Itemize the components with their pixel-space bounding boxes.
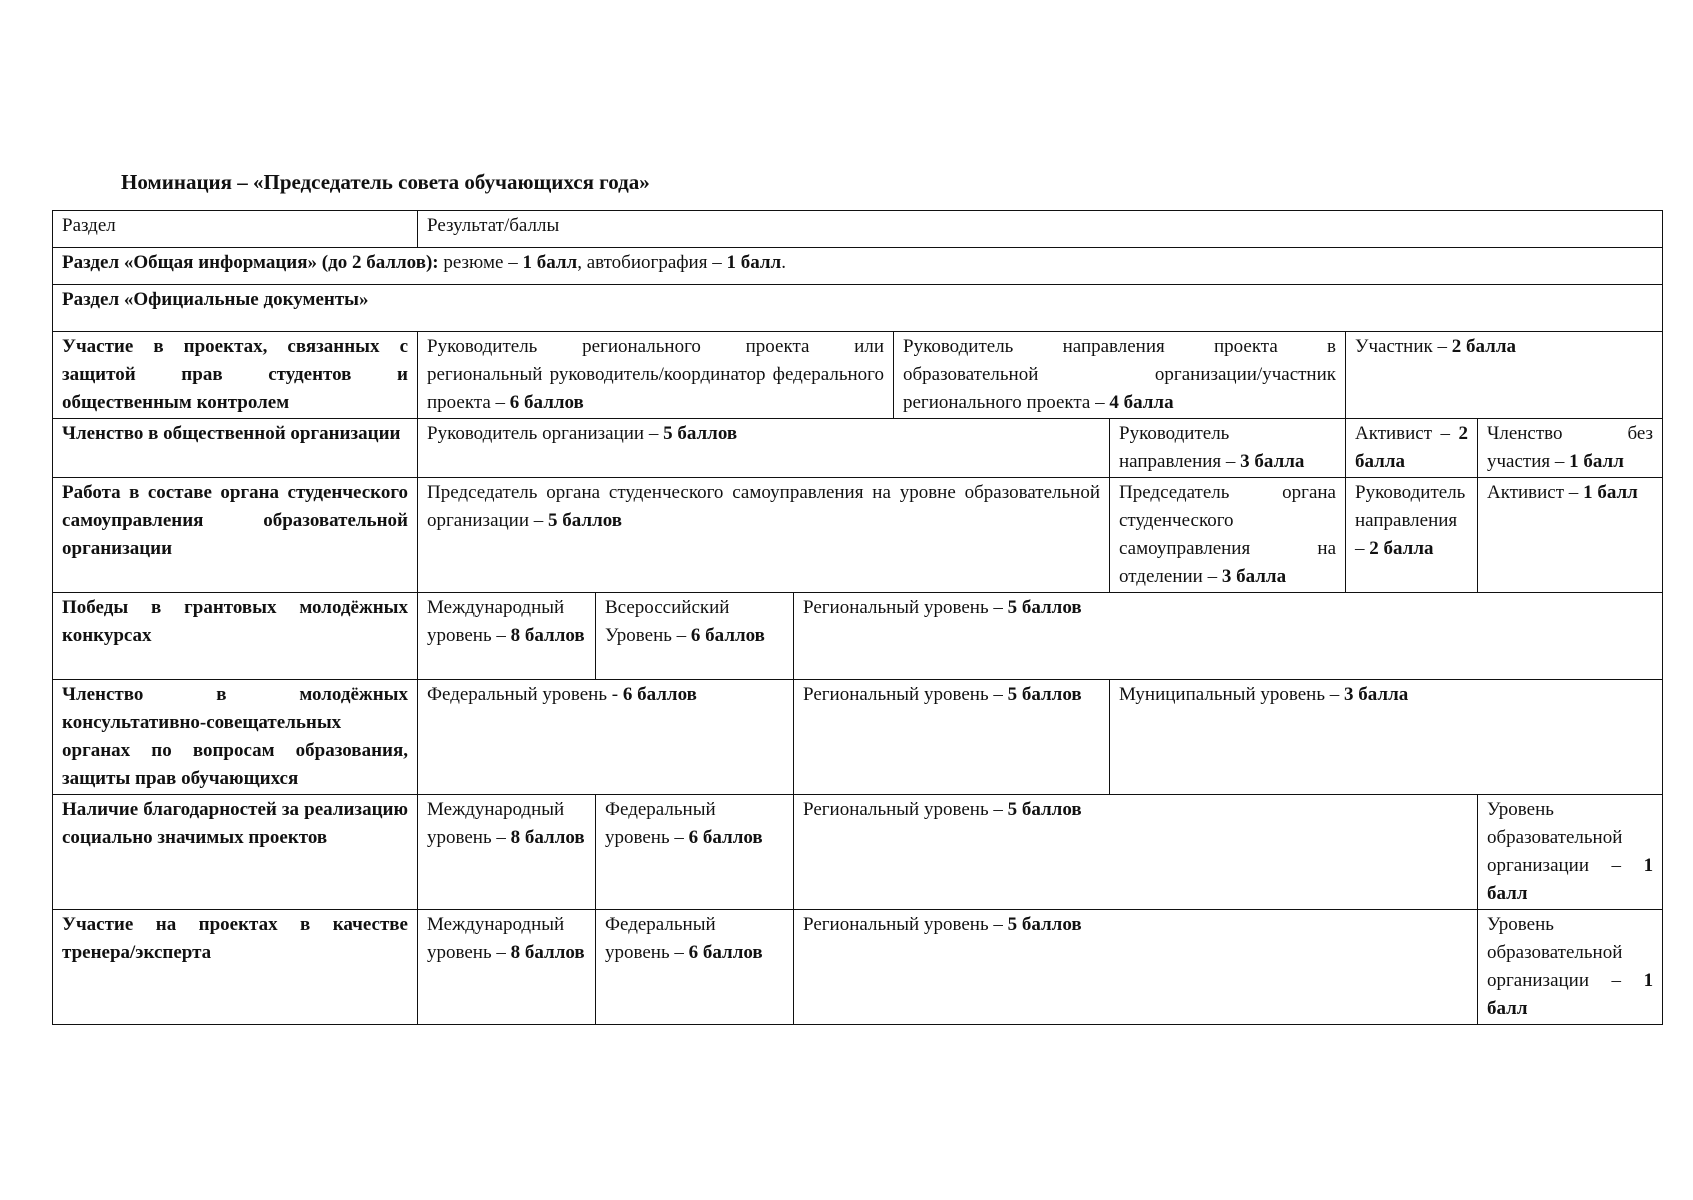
general-info-cell: Раздел «Общая информация» (до 2 баллов): резюме – 1 балл, автобиография – 1 балл. [53,248,1663,285]
table-row [53,680,1663,795]
official-docs-row [53,285,1663,332]
score-cell: Председатель органа студенческого самоуправления на уровне образовательной организации – 5 баллов [418,478,1110,593]
row-label: Членство в молодёжных консультативно-совещательных органах по вопросам образования, защиты прав обучающихся [53,680,418,795]
score-cell: Муниципальный уровень – 3 балла [1110,680,1663,795]
score-cell: Участник – 2 балла [1346,332,1663,419]
score-cell: Федеральный уровень – 6 баллов [596,910,794,1025]
row-label: Наличие благодарностей за реализацию социально значимых проектов [53,795,418,910]
score-cell: Активист – 2 балла [1346,419,1478,478]
row-label: Участие в проектах, связанных с защитой прав студентов и общественным контролем [53,332,418,419]
row-label: Участие на проектах в качестве тренера/эксперта [53,910,418,1025]
score-cell: Руководитель направления проекта в образовательной организации/участник регионального проекта – 4 балла [894,332,1346,419]
table-row [53,419,1663,478]
score-cell: Руководитель направления – 3 балла [1110,419,1346,478]
table-row [53,910,1663,1025]
official-docs-cell: Раздел «Официальные документы» [53,285,1663,332]
score-cell: Международный уровень – 8 баллов [418,593,596,680]
score-cell: Руководитель организации – 5 баллов [418,419,1110,478]
row-label: Работа в составе органа студенческого самоуправления образовательной организации [53,478,418,593]
score-cell: Международный уровень – 8 баллов [418,795,596,910]
score-cell: Членство без участия – 1 балл [1478,419,1663,478]
table-header-row [53,211,1663,248]
row-label: Членство в общественной организации [53,419,418,478]
score-cell: Активист – 1 балл [1478,478,1663,593]
score-cell: Международный уровень – 8 баллов [418,910,596,1025]
score-cell: Федеральный уровень – 6 баллов [596,795,794,910]
score-cell: Региональный уровень – 5 баллов [794,680,1110,795]
score-cell: Уровень образовательной организации – 1 балл [1478,795,1663,910]
score-cell: Всероссийский Уровень – 6 баллов [596,593,794,680]
score-cell: Уровень образовательной организации – 1 балл [1478,910,1663,1025]
table-row [53,478,1663,593]
score-cell: Региональный уровень – 5 баллов [794,910,1478,1025]
table-row [53,332,1663,419]
score-cell: Региональный уровень – 5 баллов [794,593,1663,680]
score-cell: Председатель органа студенческого самоуправления на отделении – 3 балла [1110,478,1346,593]
score-cell: Руководитель направления – 2 балла [1346,478,1478,593]
header-cell-section: Раздел [53,211,418,248]
score-cell: Региональный уровень – 5 баллов [794,795,1478,910]
row-label: Победы в грантовых молодёжных конкурсах [53,593,418,680]
page-title: Номинация – «Председатель совета обучающихся года» [121,170,650,194]
table-row [53,795,1663,910]
table-row [53,593,1663,680]
score-cell: Федеральный уровень - 6 баллов [418,680,794,795]
criteria-table [52,210,1663,1025]
header-cell-result: Результат/баллы [418,211,1663,248]
score-cell: Руководитель регионального проекта или региональный руководитель/координатор федерального проекта – 6 баллов [418,332,894,419]
general-info-row [53,248,1663,285]
